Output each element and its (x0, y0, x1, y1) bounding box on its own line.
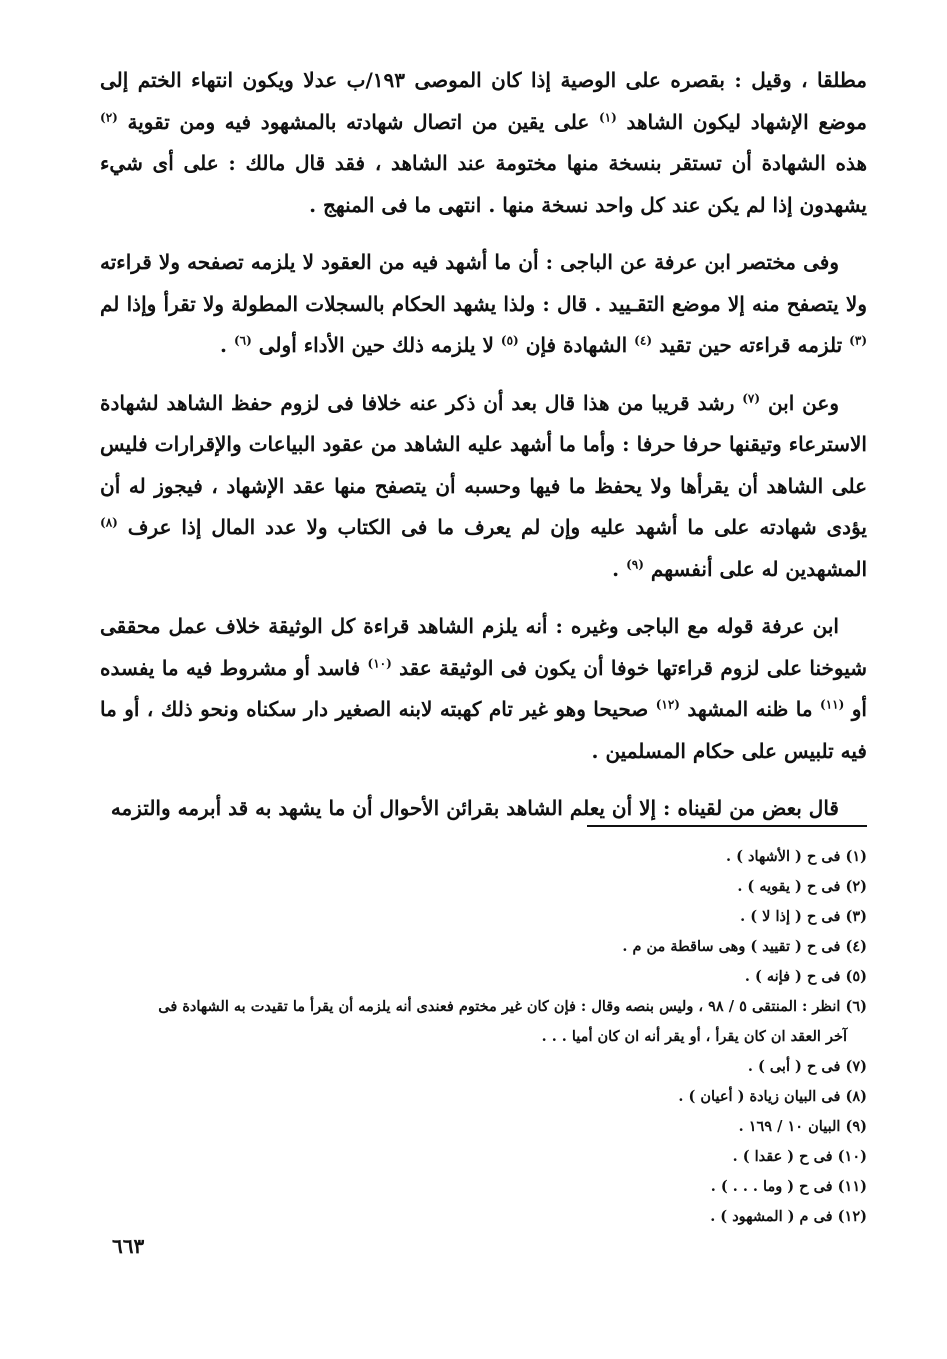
footnote-marker: (١٠) (367, 655, 392, 670)
text-run: قال بعض من لقيناه : إلا أن يعلم الشاهد بقرائن الأحوال أن ما يشهد به قد أبرمه والتزمه (110, 796, 839, 820)
footnote-text: فى البيان زيادة ( أعيان ) . (678, 1088, 841, 1105)
footnote-text: فى ح ( الأشهاد ) . (725, 848, 841, 865)
footnote (100, 1052, 867, 1082)
footnote-text: فى ح ( عقدا ) . (732, 1148, 833, 1165)
footnote-number: (٥) (845, 968, 867, 985)
main-text (100, 60, 867, 846)
footnote-marker: (٢) (100, 109, 118, 124)
footnote (100, 902, 867, 932)
text-run: المشهدين له على أنفسهم (650, 556, 867, 581)
footnote-number: (١٠) (837, 1148, 867, 1165)
footnote-text: البيان ١٠ / ١٦٩ . (738, 1118, 841, 1135)
footnote (100, 1172, 867, 1202)
footnote (100, 1082, 867, 1112)
footnote-marker: (٣) (849, 333, 867, 348)
footnote-marker: (٨) (100, 515, 118, 530)
footnote (100, 842, 867, 872)
text-run: صحيحا وهو غير تام كهبته لابنه الصغير دار سكناه ونحو ذلك ، أو ما فيه تلبيس على حكام المسلمين . (100, 697, 867, 763)
footnote-marker: (٤) (634, 333, 652, 348)
footnote (100, 1202, 867, 1232)
footnote-number: (٩) (845, 1118, 867, 1135)
footnote-text: فى م ( المشهود ) . (710, 1208, 833, 1225)
text-run: . (220, 333, 227, 357)
text-run: هذه الشهادة أن تستقر بنسخة منها مختومة عند الشاهد ، فقد قال مالك : على أى شيء يشهدون إذا لم يكن عند كل واحد نسخة منها . انتهى ما فى المنهج . (100, 151, 867, 217)
footnotes (100, 842, 867, 1232)
footnote (100, 872, 867, 902)
text-run: فاسد أو مشروط فيه ما يفسده أو (100, 655, 867, 721)
footnote (100, 932, 867, 962)
text-run: تلزمه قراءته حين تقيد (658, 333, 843, 357)
page-number: ٦٦٣ (112, 1234, 145, 1258)
text-run: رشد قريبا من هذا قال بعد أن ذكر عنه خلافا فى لزوم حفظ الشاهد لشهادة الاسترعاء وتيقنها حرفا حرفا : وأما ما أشهد عليه الشاهد من عقود البياعات والإقرارات فليس على الشاهد أن يقرأها ولا يحفظ ما فيها وحسبه أن يتصفح منها عقد الإشهاد ، فيجوز له أن يؤدى شهادته على ما أشهد عليه وإن لم يعرف ما فى الكتاب ولا عدد المال إذا عرف (100, 390, 868, 539)
text-run: مطلقا ، وقيل : بقصره على الوصية إذا كان الموصى ١٩٣/ب عدلا ويكون انتهاء الختم إلى موضع الإشهاد ليكون الشاهد (100, 68, 867, 134)
footnote-marker: (١١) (820, 697, 845, 712)
footnote-number: (١٢) (837, 1208, 867, 1225)
footnote-number: (٤) (845, 938, 867, 955)
text-run: وعن ابن (767, 390, 839, 415)
footnote-text: فى ح ( فإنه ) . (744, 968, 841, 985)
footnote-number: (١١) (837, 1178, 867, 1195)
footnote-number: (٧) (845, 1058, 867, 1075)
footnote-marker: (٦) (233, 333, 252, 348)
footnote-marker: (٥) (500, 333, 519, 348)
footnote-text: فى ح ( وما . . . ) . (710, 1178, 833, 1195)
text-run: . (612, 556, 620, 581)
footnote-marker: (١٢) (655, 697, 680, 712)
footnote-separator (587, 825, 867, 827)
text-run: وفى مختصر ابن عرفة عن الباجى : أن ما أشهد فيه من العقود لا يلزمه تصفحه ولا قراءته ولا يتصفح منه إلا موضع التقـييد . قال : ولذا يشهد الحكام بالسجلات المطولة ولا تقرأ وإذا لم (100, 250, 867, 316)
footnote-text: فى ح ( أبى ) . (747, 1058, 841, 1075)
footnote-continuation: آخر العقد ان كان يقرأ ، أو يقر أنه ان كان أميا . . . (541, 1028, 847, 1045)
footnote-marker: (٧) (742, 390, 761, 405)
footnote-text: فى ح ( يقويه ) . (737, 878, 841, 895)
footnote (100, 992, 867, 1052)
footnote (100, 1142, 867, 1172)
paragraph (100, 242, 867, 367)
text-run: لا يلزمه ذلك حين الأداء أولى (258, 333, 494, 357)
text-run: ابن عرفة قوله مع الباجى وغيره : أنه يلزم الشاهد قراءة كل الوثيقة خلاف عمل محققى شيوخنا على لزوم قراءتها خوفا أن يكون فى الوثيقة عقد (100, 614, 868, 680)
paragraph (100, 606, 867, 772)
footnote-text: فى ح ( تقييد ) وهى ساقطة من م . (622, 938, 841, 955)
paragraph (100, 383, 867, 591)
text-run: ما ظنه المشهد (687, 697, 813, 721)
paragraph (100, 788, 867, 830)
footnote-number: (٦) (845, 998, 867, 1015)
text-run: الشهادة فإن (525, 333, 628, 357)
footnote-number: (٢) (845, 878, 867, 895)
footnote-number: (١) (845, 848, 867, 865)
footnote-marker: (١) (598, 109, 617, 124)
footnote (100, 962, 867, 992)
footnote-text: انظر : المنتقى ٥ / ٩٨ ، وليس بنصه وقال : فإن كان غير مختوم فعندى أنه يلزمه أن يقرأ ما تقيدت به الشهادة فى (158, 998, 841, 1015)
footnote-text: فى ح ( إذا لا ) . (740, 908, 841, 925)
footnote (100, 1112, 867, 1142)
text-run: على يقين من اتصال شهادته بالمشهود فيه ومن تقوية (127, 109, 590, 134)
paragraph (100, 60, 867, 226)
footnote-marker: (٩) (626, 556, 644, 571)
footnote-number: (٨) (845, 1088, 867, 1105)
footnote-number: (٣) (845, 908, 867, 925)
